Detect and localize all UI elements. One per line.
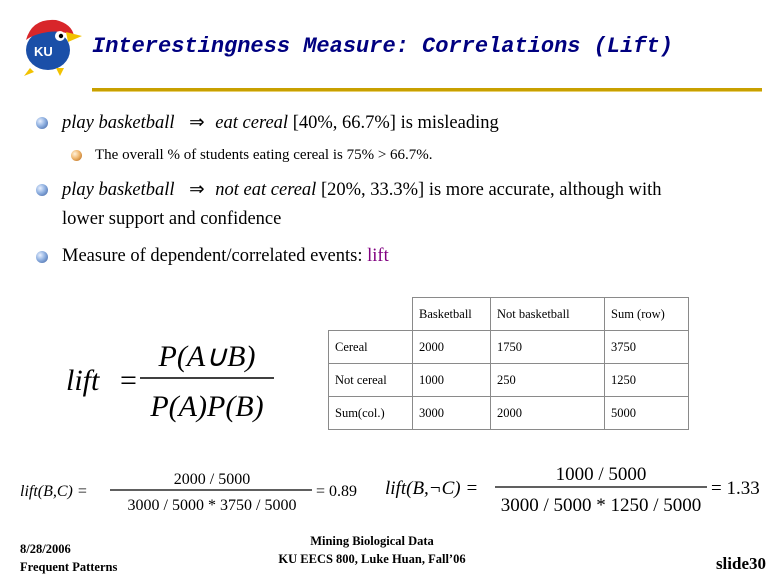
lift-keyword: lift [367,246,389,266]
implies-arrow: ⇒ [189,113,205,133]
table-cell: 2000 [491,397,605,430]
table-corner-cell [329,298,413,331]
formula-denominator: P(A)P(B) [150,390,264,423]
bullet-measure-text: Measure of dependent/correlated events: [62,246,368,266]
contingency-table [328,297,689,430]
formula-numerator: P(A∪B) [158,340,256,373]
bullet-stats: [20%, 33.3%] is more accurate, although with [316,180,662,200]
formula-equals: = [120,364,137,397]
bullet-more-accurate-line2 [62,209,281,230]
table-cell: Not cereal [329,364,413,397]
bullet-icon [36,251,48,263]
table-cell: Sum(col.) [329,397,413,430]
table-cell: 2000 [413,331,491,364]
sub-bullet-icon [71,150,82,161]
table-row [329,397,689,430]
table-header-cell: Basketball [413,298,491,331]
bullet-consequent: not eat cereal [215,180,317,200]
formula-lhs: lift(B,¬C) = [385,478,479,499]
lift-definition-formula [64,334,284,430]
table-cell: 3000 [413,397,491,430]
lift-b-c-formula [20,466,365,516]
ku-jayhawk-logo [12,10,84,78]
sub-bullet-overall [95,147,433,164]
slide-title: Interestingness Measure: Correlations (Lift) [92,34,673,59]
sub-bullet-text: The overall % of students eating cereal is 75% > 66.7%. [95,147,433,163]
footer-topic: Frequent Patterns [20,560,118,574]
slide-number: slide30 [715,554,766,573]
lift-b-not-c-formula [385,460,765,520]
table-header-row [329,298,689,331]
footer-course-title: Mining Biological Data [310,534,434,548]
bullet-antecedent: play basketball [62,180,175,200]
table-cell: 1750 [491,331,605,364]
formula-numerator: 1000 / 5000 [555,464,647,485]
formula-result: = 1.33 [711,478,760,499]
bullet-antecedent: play basketball [62,113,175,133]
table-cell: 250 [491,364,605,397]
table-header-cell: Sum (row) [605,298,689,331]
table-cell: Cereal [329,331,413,364]
table-row [329,364,689,397]
formula-denominator: 3000 / 5000 * 3750 / 5000 [127,497,297,514]
bullet-consequent: eat cereal [215,113,289,133]
bullet-icon [36,184,48,196]
formula-lhs: lift(B,C) = [20,483,88,500]
table-cell: 1000 [413,364,491,397]
footer-course-info: KU EECS 800, Luke Huan, Fall’06 [278,552,466,566]
footer-date: 8/28/2006 [20,542,71,556]
bullet-icon [36,117,48,129]
table-cell: 5000 [605,397,689,430]
title-underline-light [92,91,762,92]
formula-numerator: 2000 / 5000 [173,471,251,488]
footer-course [252,532,492,568]
table-header-cell: Not basketball [491,298,605,331]
table-cell: 1250 [605,364,689,397]
bullet-stats: [40%, 66.7%] is misleading [288,113,499,133]
formula-result: = 0.89 [316,483,358,500]
formula-lhs: lift [66,364,100,397]
bullet-misleading [62,112,499,134]
footer-left [20,540,117,576]
formula-denominator: 3000 / 5000 * 1250 / 5000 [500,495,702,516]
bullet-continuation: lower support and confidence [62,209,282,229]
implies-arrow: ⇒ [189,180,205,200]
svg-text:KU: KU [34,44,53,59]
table-cell: 3750 [605,331,689,364]
table-row [329,331,689,364]
bullet-more-accurate [62,179,662,201]
bullet-measure [62,246,389,267]
